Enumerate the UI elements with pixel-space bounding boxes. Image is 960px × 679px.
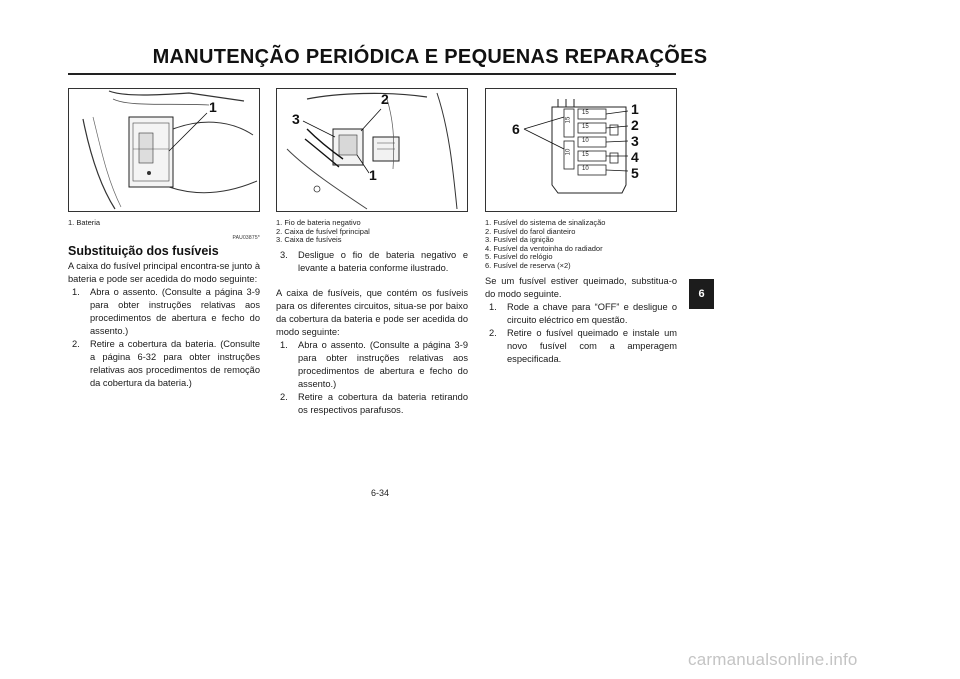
fuse-box-location-illustration [277,89,467,211]
step-text: Retire a cobertura da bateria. (Consulte a página 6-32 para obter instruções relativas aos procedimentos de remoção da cobertura da bateria.) [90,338,260,388]
step-item [485,327,677,366]
step-item [68,338,260,390]
fuse-rating: 15 [582,124,589,130]
figure-caption [485,219,677,271]
callout-6: 6 [512,121,520,137]
caption-item: 1. Fusível do sistema de sinalização [485,218,606,227]
step-number: 1. [489,301,497,312]
column-3 [485,88,677,366]
intro-paragraph: A caixa do fusível principal encontra-se junto à bateria e pode ser acedida do modo seguinte: [68,260,260,284]
fuse-rating: 15 [582,110,589,116]
caption-item: 2. Caixa de fusível fprincipal [276,226,370,236]
step-number: 1. [72,286,80,297]
reference-code: PAU03875* [232,234,260,241]
figure-caption [68,219,260,228]
chapter-tab: 6 [689,279,714,309]
step-number: 1. [280,339,288,350]
step-number: 2. [280,391,288,402]
fuse-rating: 15 [565,116,572,124]
column-1 [68,88,260,390]
step-item [68,286,260,338]
section-heading: Substituição dos fusíveis [68,243,219,258]
caption-item: 2. Fusível do farol dianteiro [485,226,576,236]
caption-item: 1. Bateria [68,218,101,227]
callout-3: 3 [292,111,300,127]
caption-item: 4. Fusível da ventoinha do radiador [485,243,603,253]
callout-1: 1 [209,99,217,115]
column-2 [276,88,468,417]
step-text: Desligue o fio de bateria negativo e levante a bateria conforme ilustrado. [298,249,468,273]
step-item [276,391,468,417]
replacement-paragraph: Se um fusível estiver queimado, substitua-o do modo seguinte. [485,275,677,299]
step-item [276,339,468,391]
title-rule [68,73,676,75]
caption-item: 5. Fusível do relógio [485,252,553,262]
callout-2: 2 [381,91,389,107]
step-number: 2. [489,327,497,338]
battery-illustration [69,89,259,211]
callout-5: 5 [631,165,639,181]
callout-2: 2 [631,117,639,133]
step-text: Retire o fusível queimado e instale um novo fusível com a amperagem especificada. [507,327,677,364]
step-text: Abra o assento. (Consulte a página 3-9 para obter instruções relativas aos procedimentos de abertura e fecho do assento.) [298,339,468,389]
callout-1: 1 [369,167,377,183]
fuse-rating: 15 [582,152,589,158]
page-title: MANUTENÇÃO PERIÓDICA E PEQUENAS REPARAÇÕES [152,46,708,68]
step-text: Retire a cobertura da bateria retirando os respectivos parafusos. [298,391,468,415]
step-item [485,301,677,327]
callout-4: 4 [631,149,639,165]
fuse-box-location-figure [276,88,468,212]
fuse-diagram-figure [485,88,677,212]
battery-figure [68,88,260,212]
fuse-box-paragraph: A caixa de fusíveis, que contém os fusíveis para os diferentes circuitos, situa-se por baixo da cobertura da bateria e pode ser acedida do modo seguinte: [276,287,468,337]
callout-1: 1 [631,101,639,117]
step-number: 3. [280,249,288,260]
caption-item: 1. Fio de bateria negativo [276,218,361,227]
figure-caption [276,219,468,245]
watermark-text: carmanualsonline.info [688,650,858,669]
fuse-rating: 10 [582,138,589,144]
fuse-rating: 10 [565,148,572,156]
caption-item: 3. Fusível da ignição [485,235,554,245]
step-text: Abra o assento. (Consulte a página 3-9 para obter instruções relativas aos procedimentos de abertura e fecho do assento.) [90,286,260,336]
fuse-rating: 10 [582,166,589,172]
step-item [276,249,468,275]
caption-item: 6. Fusível de reserva (×2) [485,260,571,270]
callout-3: 3 [631,133,639,149]
step-text: Rode a chave para “OFF” e desligue o circuito eléctrico em questão. [507,301,677,325]
step-number: 2. [72,338,80,349]
page-number: 6-34 [370,488,389,498]
fuse-box-diagram [486,89,676,211]
caption-item: 3. Caixa de fusíveis [276,235,342,245]
